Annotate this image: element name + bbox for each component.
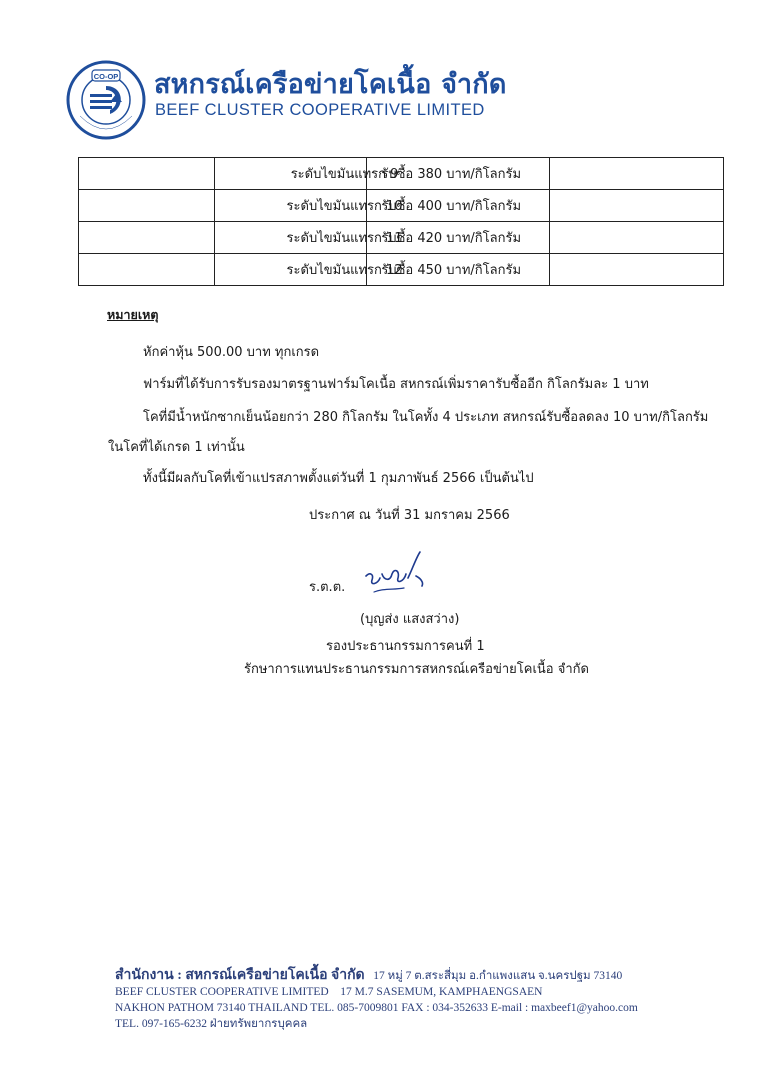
table-cell-grade: ระดับไขมันแทรก 12 [214, 254, 367, 286]
footer-department: TEL. 097-165-6232 ฝ่ายทรัพยากรบุคคล [115, 1018, 308, 1030]
table-cell-price: รับซื้อ 420 บาท/กิโลกรัม [367, 222, 549, 254]
signer-name: (บุญส่ง แสงสว่าง) [360, 612, 460, 627]
table-cell-empty [79, 222, 215, 254]
note-effective-date: ทั้งนี้มีผลกับโคที่เข้าแปรสภาพตั้งแต่วันที่ 1 กุมภาพันธ์ 2566 เป็นต้นไป [143, 471, 534, 486]
notes-heading: หมายเหตุ [107, 307, 159, 322]
footer-address-en: 17 M.7 SASEMUM, KAMPHAENGSAEN [340, 986, 543, 998]
price-table [78, 157, 724, 286]
table-cell-empty [549, 254, 723, 286]
table-cell-empty [79, 190, 215, 222]
table-cell-grade: ระดับไขมันแทรก 11 [214, 222, 367, 254]
footer-line-1 [115, 968, 638, 984]
footer-line-2 [115, 984, 638, 1000]
note-weight-rule: โคที่มีน้ำหนักซากเย็นน้อยกว่า 280 กิโลกรัม ในโคทั้ง 4 ประเภท สหกรณ์รับซื้อลดลง 10 บาท/กิโลกรัม [143, 410, 709, 425]
table-row [79, 158, 724, 190]
footer-org-en: BEEF CLUSTER COOPERATIVE LIMITED [115, 986, 329, 998]
footer-contact: NAKHON PATHOM 73140 THAILAND TEL. 085-7009801 FAX : 034-352633 E-mail : maxbeef1@yahoo.com [115, 1002, 638, 1014]
table-cell-grade: ระดับไขมันแทรก 9 [214, 158, 367, 190]
org-name-th: สหกรณ์เครือข่ายโคเนื้อ จำกัด [154, 69, 507, 100]
table-row [79, 222, 724, 254]
announcement-date: ประกาศ ณ วันที่ 31 มกราคม 2566 [309, 508, 510, 523]
table-row [79, 190, 724, 222]
table-cell-price: รับซื้อ 380 บาท/กิโลกรัม [367, 158, 549, 190]
table-row [79, 254, 724, 286]
signer-acting-role: รักษาการแทนประธานกรรมการสหกรณ์เครือข่ายโคเนื้อ จำกัด [244, 662, 589, 677]
table-cell-empty [79, 158, 215, 190]
footer-address-th: 17 หมู่ 7 ต.สระสี่มุม อ.กำแพงแสน จ.นครปฐม 73140 [373, 970, 623, 982]
svg-text:CO-OP: CO-OP [93, 72, 119, 81]
table-cell-price: รับซื้อ 450 บาท/กิโลกรัม [367, 254, 549, 286]
table-cell-empty [549, 190, 723, 222]
coop-logo [66, 60, 146, 140]
org-name-en: BEEF CLUSTER COOPERATIVE LIMITED [155, 101, 485, 119]
table-cell-grade: ระดับไขมันแทรก 10 [214, 190, 367, 222]
footer-org-th: สำนักงาน : สหกรณ์เครือข่ายโคเนื้อ จำกัด [115, 968, 365, 983]
table-cell-empty [549, 158, 723, 190]
note-share-deduction: หักค่าหุ้น 500.00 บาท ทุกเกรด [143, 345, 320, 360]
note-certified-farm: ฟาร์มที่ได้รับการรับรองมาตรฐานฟาร์มโคเนื้อ สหกรณ์เพิ่มราคารับซื้ออีก กิโลกรัมละ 1 บาท [143, 377, 649, 392]
handwritten-signature [360, 548, 430, 598]
footer [115, 968, 638, 1032]
signer-position: รองประธานกรรมการคนที่ 1 [326, 639, 485, 654]
table-cell-empty [549, 222, 723, 254]
table-cell-price: รับซื้อ 400 บาท/กิโลกรัม [367, 190, 549, 222]
note-weight-rule-cont: ในโคที่ได้เกรด 1 เท่านั้น [108, 440, 245, 455]
table-cell-empty [79, 254, 215, 286]
signer-rank: ร.ต.ต. [309, 580, 346, 595]
